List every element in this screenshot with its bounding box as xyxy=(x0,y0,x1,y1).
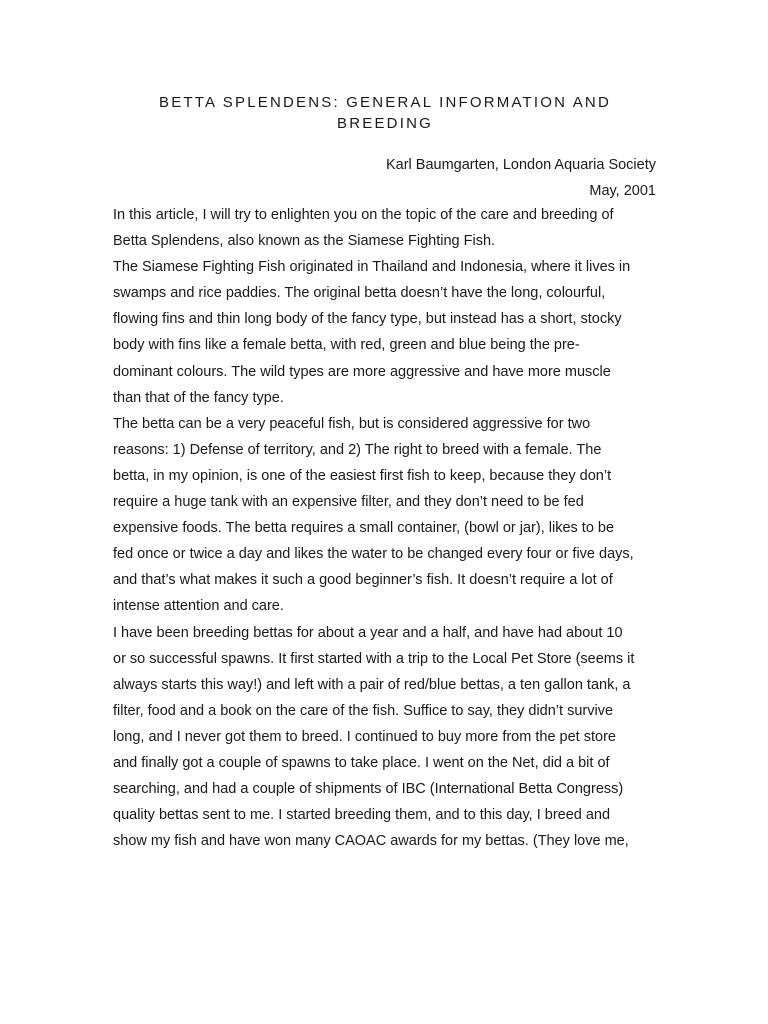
date-line: May, 2001 xyxy=(589,183,656,199)
body-line: In this article, I will try to enlighten you on the topic of the care and breeding of xyxy=(113,207,614,223)
body-line: dominant colours. The wild types are more aggressive and have more muscle xyxy=(113,363,611,380)
body-line: swamps and rice paddies. The original betta doesn’t have the long, colourful, xyxy=(113,285,606,302)
body-line: fed once or twice a day and likes the water to be changed every four or five days, xyxy=(113,546,634,563)
body-line: quality bettas sent to me. I started breeding them, and to this day, I breed and xyxy=(113,807,611,824)
body-line: searching, and had a couple of shipments of IBC (International Betta Congress) xyxy=(113,781,624,798)
body-line: reasons: 1) Defense of territory, and 2) The right to breed with a female. The xyxy=(113,441,602,458)
body-line: betta, in my opinion, is one of the easiest first fish to keep, because they don’t xyxy=(113,467,612,484)
body-line: Betta Splendens, also known as the Siamese Fighting Fish. xyxy=(113,233,496,250)
body-line: filter, food and a book on the care of the fish. Suffice to say, they didn’t survive xyxy=(113,702,614,719)
document-title: BETTA SPLENDENS: GENERAL INFORMATION AND BREEDING xyxy=(159,94,611,132)
body-line: intense attention and care. xyxy=(113,598,284,615)
body-line: show my fish and have won many CAOAC awards for my bettas. (They love me, xyxy=(113,833,629,850)
body-line: require a huge tank with an expensive filter, and they don’t need to be fed xyxy=(113,494,584,511)
body-line: expensive foods. The betta requires a small container, (bowl or jar), likes to be xyxy=(113,520,615,537)
body-line: The Siamese Fighting Fish originated in Thailand and Indonesia, where it lives in xyxy=(113,259,631,276)
body-line: long, and I never got them to breed. I continued to buy more from the pet store xyxy=(113,728,616,745)
body-line: The betta can be a very peaceful fish, but is considered aggressive for two xyxy=(113,415,591,432)
author-line: Karl Baumgarten, London Aquaria Society xyxy=(385,157,656,173)
body-line: and finally got a couple of spawns to take place. I went on the Net, did a bit of xyxy=(113,754,610,771)
body-line: body with fins like a female betta, with red, green and blue being the pre- xyxy=(113,337,580,354)
body-line: I have been breeding bettas for about a year and a half, and have had about 10 xyxy=(113,624,623,641)
body-line: or so successful spawns. It first started with a trip to the Local Pet Store (seems it xyxy=(113,650,635,667)
body-line: always starts this way!) and left with a pair of red/blue bettas, a ten gallon tank, a xyxy=(113,676,631,693)
body-line: flowing fins and thin long body of the fancy type, but instead has a short, stocky xyxy=(113,311,622,328)
article-body xyxy=(113,202,659,854)
body-line: than that of the fancy type. xyxy=(113,389,284,406)
body-line: and that’s what makes it such a good beginner’s fish. It doesn’t require a lot of xyxy=(113,572,613,589)
